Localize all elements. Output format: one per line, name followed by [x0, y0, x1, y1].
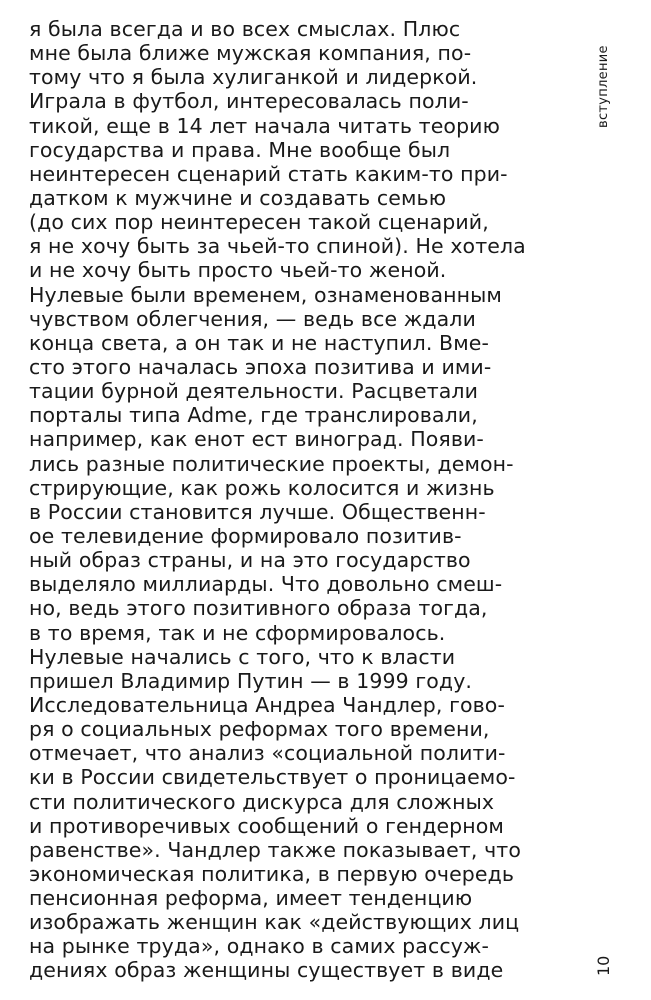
text-line: я была всегда и во всех смыслах. Плюс: [29, 17, 461, 41]
text-line: датком к мужчине и создавать семью: [29, 185, 447, 210]
text-line: пришел Владимир Путин — в 1999 году.: [29, 668, 473, 693]
text-line: ный образ страны, и на это государство: [29, 548, 471, 573]
text-line: пенсионная реформа, имеет тенденцию: [29, 886, 473, 911]
text-line: Нулевые были временем, ознаменованным: [29, 282, 502, 307]
text-line: ое телевидение формировало позитив-: [29, 523, 462, 548]
text-line: сто этого началась эпоха позитива и ими-: [29, 354, 492, 379]
page-number: [592, 950, 622, 980]
text-line: ки в России свидетельствует о проницаемо-: [29, 765, 516, 790]
text-line: но, ведь этого позитивного образа тогда,: [29, 596, 488, 621]
text-line: ря о социальных реформах того времени,: [29, 717, 490, 742]
text-line: Играла в футбол, интересовалась поли-: [29, 89, 469, 114]
text-line: стрирующие, как рожь колосится и жизнь: [29, 475, 495, 500]
text-line: Нулевые начались с того, что к власти: [29, 644, 456, 669]
text-line: тому что я была хулиганкой и лидеркой.: [29, 65, 478, 90]
text-line: изображать женщин как «действующих лиц: [29, 910, 520, 935]
text-line: отмечает, что анализ «социальной полити-: [29, 741, 506, 766]
text-line: выделяло миллиарды. Что довольно смеш-: [29, 572, 503, 597]
text-line: сти политического дискурса для сложных: [29, 789, 495, 814]
body-text: [29, 17, 549, 983]
text-line: на рынке труда», однако в самих рассуж-: [29, 934, 489, 959]
text-line: (до сих пор неинтересен такой сценарий,: [29, 210, 489, 235]
text-line: тикой, еще в 14 лет начала читать теорию: [29, 113, 500, 138]
text-line: экономическая политика, в первую очередь: [29, 861, 515, 886]
text-line: государства и права. Мне вообще был: [29, 137, 451, 162]
text-line: лись разные политические проекты, демон-: [29, 451, 514, 476]
text-line: в России становится лучше. Общественн-: [29, 499, 486, 524]
text-line: чувством облегчения, — ведь все ждали: [29, 306, 476, 331]
running-header-section: [592, 18, 622, 128]
text-line: и не хочу быть просто чьей-то женой.: [29, 258, 447, 283]
section-label-text: вступление: [596, 45, 611, 128]
text-line: мне была ближе мужская компания, по-: [29, 41, 472, 66]
text-line: и противоречивых сообщений о гендерном: [29, 813, 504, 838]
text-line: Исследовательница Андреа Чандлер, гово-: [29, 692, 505, 717]
text-line: порталы типа Adme, где транслировали,: [29, 403, 478, 428]
text-line: например, как енот ест виноград. Появи-: [29, 427, 484, 452]
text-line: дениях образ женщины существует в виде: [29, 958, 504, 983]
text-line: в то время, так и не сформировалось.: [29, 620, 446, 645]
text-line: неинтересен сценарий стать каким-то при-: [29, 161, 508, 186]
text-line: тации бурной деятельности. Расцветали: [29, 379, 479, 404]
text-line: конца света, а он так и не наступил. Вме-: [29, 330, 489, 355]
page-number-text: 10: [594, 955, 613, 976]
text-line: я не хочу быть за чьей-то спиной). Не хотела: [29, 234, 526, 259]
text-line: равенстве». Чандлер также показывает, что: [29, 837, 521, 862]
